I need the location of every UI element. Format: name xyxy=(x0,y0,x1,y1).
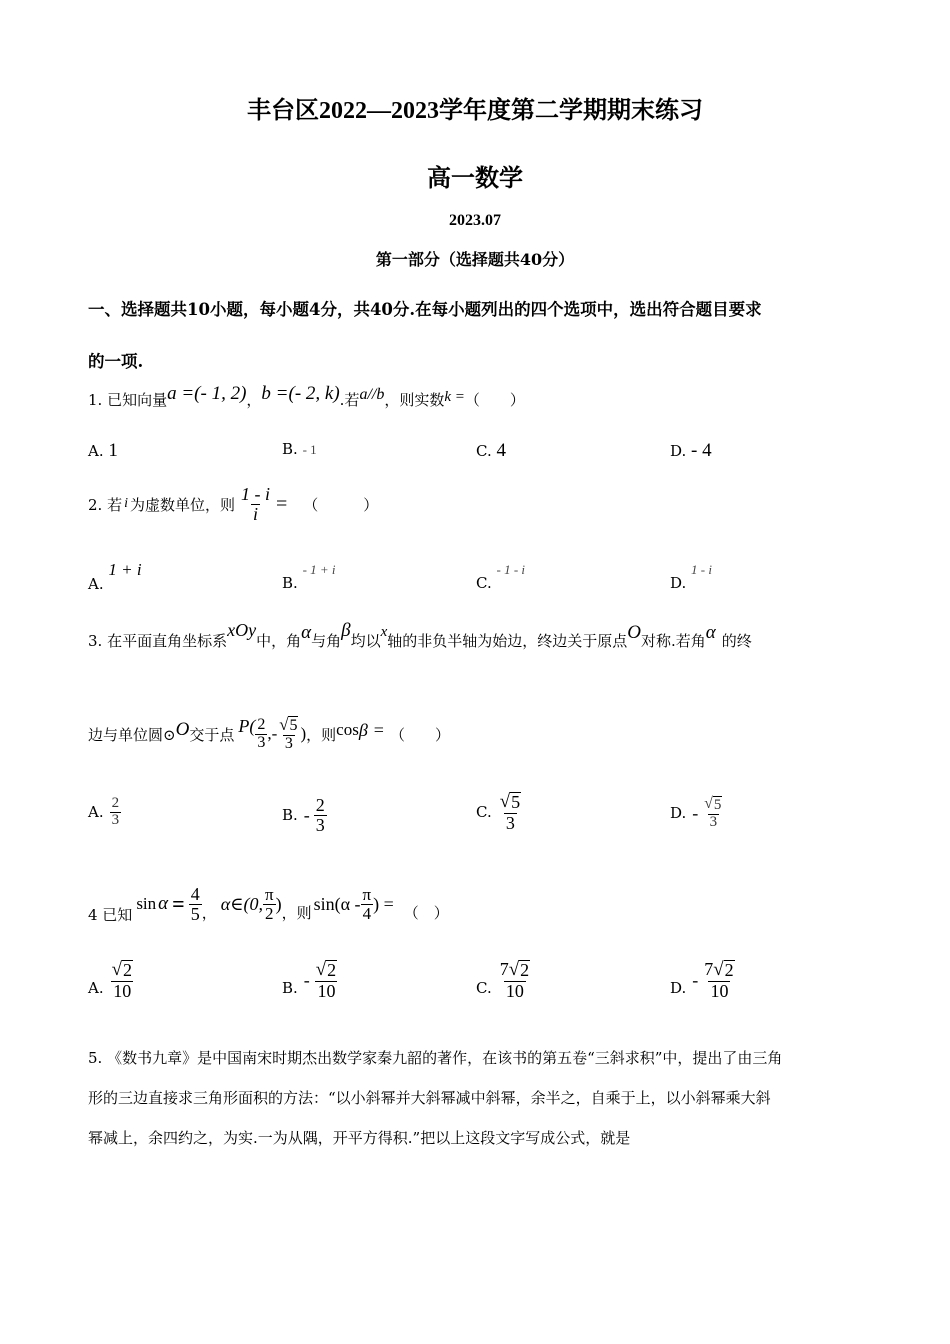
q1-prefix: 1. 已知向量 xyxy=(88,391,168,409)
q4-option-d: D. - 7 √ 2 10 xyxy=(670,959,734,1001)
q2-fraction: $\frac{1 - i}{i}$ xyxy=(241,483,270,524)
page-title: 丰台区2022—2023学年度第二学期期末练习 xyxy=(247,98,703,124)
question-3-line1: 3. 在平面直角坐标系xOy中，角α与角β均以x轴的非负半轴为始边，终边关于原点O对称.若角α 的终 xyxy=(88,620,752,650)
q1-tail: ，则实数 xyxy=(384,391,445,409)
q1-mid: .若 xyxy=(339,391,360,409)
q3-option-c: C. √ 5 3 xyxy=(476,791,521,833)
q3-point-y: √ 5 3 xyxy=(279,714,298,752)
question-3-line2: 边与单位圆⊙ O 交于点 P( $\frac{2}{3}$ ,- √ 5 3 ) ，则 cos β = （ ） xyxy=(88,714,450,752)
q1-vector-a: a =(- 1, 2) xyxy=(167,383,247,404)
question-5-line3: 幂减上，余四约之，为实.一为从隅，开平方得积.”把以上这段文字写成公式，就是 xyxy=(88,1129,631,1147)
q1-vector-b: b =(- 2, k) xyxy=(261,383,340,404)
question-5-line2: 形的三边直接求三角形面积的方法：“以小斜幂并大斜幂减中斜幂，余半之，自乘于上，以小斜幂乘大斜 xyxy=(88,1089,771,1107)
question-5-line1: 5. 《数书九章》是中国南宋时期杰出数学家秦九韶的著作，在该书的第五卷“三斜求积”中，提出了由三角 xyxy=(88,1049,783,1067)
section-instructions-line2: 的一项. xyxy=(88,352,144,371)
q2-i: i xyxy=(124,496,128,511)
exam-date: 2023.07 xyxy=(449,212,501,229)
q2-paren: （ ） xyxy=(303,495,379,514)
q3-option-b: B. - $\frac{2}{3}$ xyxy=(282,795,325,835)
q1-option-c: C. 4 xyxy=(476,440,506,461)
q2-option-d: D. 1 - i xyxy=(670,562,712,592)
q2-mid: 为虚数单位，则 xyxy=(129,495,235,514)
q1-comma: ， xyxy=(246,391,262,409)
q2-eq: = xyxy=(276,492,288,515)
q1-option-a: A. 1 xyxy=(88,440,118,461)
q4-option-a: A. √ 2 10 xyxy=(88,959,132,1001)
q1-paren: （ ） xyxy=(464,391,525,409)
q2-option-b: B. - 1 + i xyxy=(282,562,336,592)
q4-option-c: C. 7 √ 2 10 xyxy=(476,959,530,1001)
q3-point-x: $\frac{2}{3}$ xyxy=(257,715,266,751)
q3-option-d: D. - √ 5 3 xyxy=(670,795,722,830)
q2-option-a: A. 1 + i xyxy=(88,560,142,593)
q4-option-b: B. - √ 2 10 xyxy=(282,959,337,1001)
question-2 xyxy=(88,476,378,532)
subject-title: 高一数学 xyxy=(427,166,523,192)
q1-condition: a//b xyxy=(359,386,385,403)
part-heading: 第一部分（选择题共40分） xyxy=(375,250,575,269)
section-instructions-line1: 一、选择题共10小题，每小题4分，共40分.在每小题列出的四个选项中，选出符合题目要求 xyxy=(88,300,762,319)
q2-prefix: 2. 若 xyxy=(88,495,123,514)
question-1 xyxy=(88,384,525,417)
q1-k: k = xyxy=(444,389,465,405)
q1-option-b: B. - 1 xyxy=(282,440,317,458)
q1-option-d: D. - 4 xyxy=(670,440,712,461)
q3-option-a: A. $\frac{2}{3}$ xyxy=(88,795,120,828)
q2-option-c: C. - 1 - i xyxy=(476,562,526,592)
question-4: 4 已知 sin α = $\frac{4}{5}$ ， α∈(0, $\frac{\pi}{2}$ ) ，则 sin(α - $\frac{\pi}{4}$ ) = （ ） xyxy=(88,883,449,924)
